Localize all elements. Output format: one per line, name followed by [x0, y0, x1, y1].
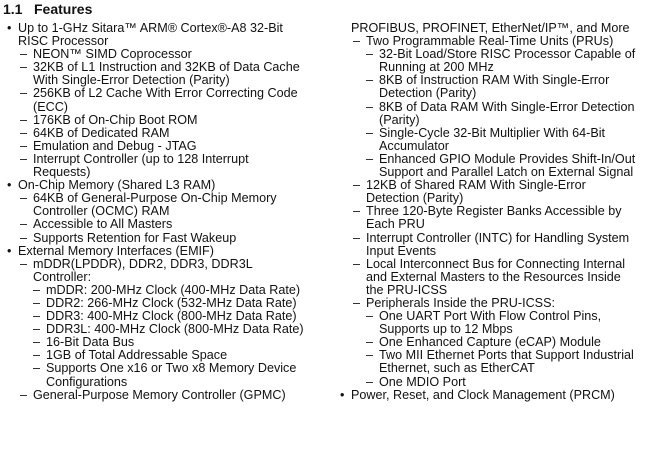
feature-subitem	[366, 376, 640, 389]
feature-text: 256KB of L2 Cache With Error Correcting Code (ECC)	[33, 86, 298, 114]
feature-subitem	[20, 87, 307, 113]
dash-marker: –	[366, 335, 374, 350]
dash-marker: –	[20, 191, 28, 206]
feature-subitem	[20, 61, 307, 87]
dash-marker: –	[366, 73, 374, 88]
feature-text: NEON™ SIMD Coprocessor	[33, 47, 192, 62]
feature-text: Interrupt Controller (up to 128 Interrupt Requests)	[33, 151, 249, 180]
dash-marker: –	[366, 348, 374, 363]
feature-text: Local Interconnect Bus for Connecting Internal and External Masters to the Resources Inside the PRU-ICSS	[366, 256, 626, 297]
bullet-marker: •	[340, 387, 345, 402]
bullet-marker: •	[7, 178, 12, 193]
feature-text: Supports One x16 or Two x8 Memory Device Configurations	[46, 361, 297, 389]
dash-marker: –	[33, 361, 41, 376]
feature-text: Two Programmable Real-Time Units (PRUs)	[366, 34, 614, 49]
dash-marker: –	[33, 348, 41, 363]
feature-item	[7, 245, 307, 258]
section-heading	[3, 1, 92, 17]
feature-subitem	[20, 140, 307, 153]
feature-item	[340, 389, 640, 402]
feature-text: General-Purpose Memory Controller (GPMC)	[33, 387, 286, 402]
feature-subitem	[33, 284, 307, 297]
dash-marker: –	[353, 178, 361, 193]
dash-marker: –	[20, 125, 28, 140]
dash-marker: –	[366, 125, 374, 140]
feature-text: 8KB of Data RAM With Single-Error Detection (Parity)	[379, 99, 635, 127]
feature-text: 64KB of Dedicated RAM	[33, 125, 170, 140]
feature-subitem	[366, 101, 640, 127]
feature-text: 32KB of L1 Instruction and 32KB of Data Cache With Single-Error Detection (Parity)	[33, 60, 300, 88]
feature-text: 8KB of Instruction RAM With Single-Error Detection (Parity)	[379, 73, 610, 101]
dash-marker: –	[33, 295, 41, 310]
dash-marker: –	[366, 99, 374, 114]
section-title: Features	[34, 1, 93, 17]
dash-marker: –	[33, 282, 41, 297]
continued-text: PROFIBUS, PROFINET, EtherNet/IP™, and More	[351, 21, 630, 35]
feature-subitem	[366, 127, 640, 153]
feature-subitem	[353, 258, 640, 297]
feature-subitem	[20, 258, 307, 284]
feature-subitem	[20, 232, 307, 245]
feature-text: On-Chip Memory (Shared L3 RAM)	[18, 178, 216, 193]
dash-marker: –	[20, 387, 28, 402]
dash-marker: –	[20, 230, 28, 245]
dash-marker: –	[20, 217, 28, 232]
dash-marker: –	[33, 309, 41, 324]
feature-subitem	[366, 310, 640, 336]
dash-marker: –	[20, 256, 28, 271]
dash-marker: –	[20, 47, 28, 62]
feature-text: DDR3L: 400-MHz Clock (800-MHz Data Rate)	[46, 322, 304, 337]
feature-text: Enhanced GPIO Module Provides Shift-In/Out Support and Parallel Latch on External Signal	[379, 151, 636, 180]
dash-marker: –	[20, 151, 28, 166]
feature-subitem	[20, 114, 307, 127]
dash-marker: –	[366, 151, 374, 166]
feature-text: 176KB of On-Chip Boot ROM	[33, 112, 198, 127]
feature-text: DDR2: 266-MHz Clock (532-MHz Data Rate)	[46, 295, 297, 310]
feature-text: 64KB of General-Purpose On-Chip Memory Controller (OCMC) RAM	[33, 191, 277, 219]
bullet-marker: •	[7, 243, 12, 258]
dash-marker: –	[33, 322, 41, 337]
feature-subitem	[20, 192, 307, 218]
section-number: 1.1	[3, 1, 23, 17]
dash-marker: –	[366, 47, 374, 62]
dash-marker: –	[366, 309, 374, 324]
feature-subitem	[353, 232, 640, 258]
dash-marker: –	[353, 204, 361, 219]
dash-marker: –	[20, 86, 28, 101]
right-feature-column	[340, 22, 640, 402]
dash-marker: –	[353, 295, 361, 310]
feature-text: Peripherals Inside the PRU-ICSS:	[366, 295, 555, 310]
dash-marker: –	[20, 60, 28, 75]
feature-text: 12KB of Shared RAM With Single-Error Detection (Parity)	[366, 178, 586, 206]
feature-text: 1GB of Total Addressable Space	[46, 348, 228, 363]
feature-text: One UART Port With Flow Control Pins, Supports up to 12 Mbps	[379, 309, 602, 337]
feature-subitem	[366, 74, 640, 100]
feature-subitem	[20, 389, 307, 402]
feature-text: DDR3: 400-MHz Clock (800-MHz Data Rate)	[46, 309, 297, 324]
feature-item	[7, 22, 307, 48]
feature-subitem	[353, 179, 640, 205]
feature-text: 16-Bit Data Bus	[46, 335, 135, 350]
feature-subitem	[366, 349, 640, 375]
dash-marker: –	[20, 112, 28, 127]
dash-marker: –	[20, 138, 28, 153]
feature-text: Three 120-Byte Register Banks Accessible by Each PRU	[366, 204, 622, 232]
dash-marker: –	[353, 256, 361, 271]
left-feature-column	[7, 22, 307, 402]
feature-text: One MDIO Port	[379, 374, 466, 389]
dash-marker: –	[353, 230, 361, 245]
feature-text: Accessible to All Masters	[33, 217, 173, 232]
feature-text: mDDR: 200-MHz Clock (400-MHz Data Rate)	[46, 282, 301, 297]
feature-text: Interrupt Controller (INTC) for Handling System Input Events	[366, 230, 630, 258]
feature-text: Two MII Ethernet Ports that Support Industrial Ethernet, such as EtherCAT	[379, 348, 634, 376]
feature-text: Single-Cycle 32-Bit Multiplier With 64-Bit Accumulator	[379, 125, 606, 153]
dash-marker: –	[366, 374, 374, 389]
feature-subitem	[366, 48, 640, 74]
feature-text: Emulation and Debug - JTAG	[33, 138, 197, 153]
bullet-marker: •	[7, 21, 12, 35]
feature-text: Power, Reset, and Clock Management (PRCM)	[351, 387, 615, 402]
dash-marker: –	[353, 34, 361, 49]
feature-text: mDDR(LPDDR), DDR2, DDR3, DDR3L Controller:	[33, 256, 253, 284]
feature-text: Up to 1-GHz Sitara™ ARM® Cortex®-A8 32-Bit RISC Processor	[18, 21, 283, 49]
feature-text: 32-Bit Load/Store RISC Processor Capable of Running at 200 MHz	[379, 47, 636, 75]
feature-text: External Memory Interfaces (EMIF)	[18, 243, 214, 258]
feature-subitem	[20, 153, 307, 179]
feature-subitem	[353, 205, 640, 231]
feature-text: Supports Retention for Fast Wakeup	[33, 230, 237, 245]
feature-subitem	[20, 127, 307, 140]
feature-text: One Enhanced Capture (eCAP) Module	[379, 335, 601, 350]
feature-subitem	[366, 153, 640, 179]
feature-subitem	[20, 218, 307, 231]
dash-marker: –	[33, 335, 41, 350]
feature-subitem	[33, 362, 307, 388]
